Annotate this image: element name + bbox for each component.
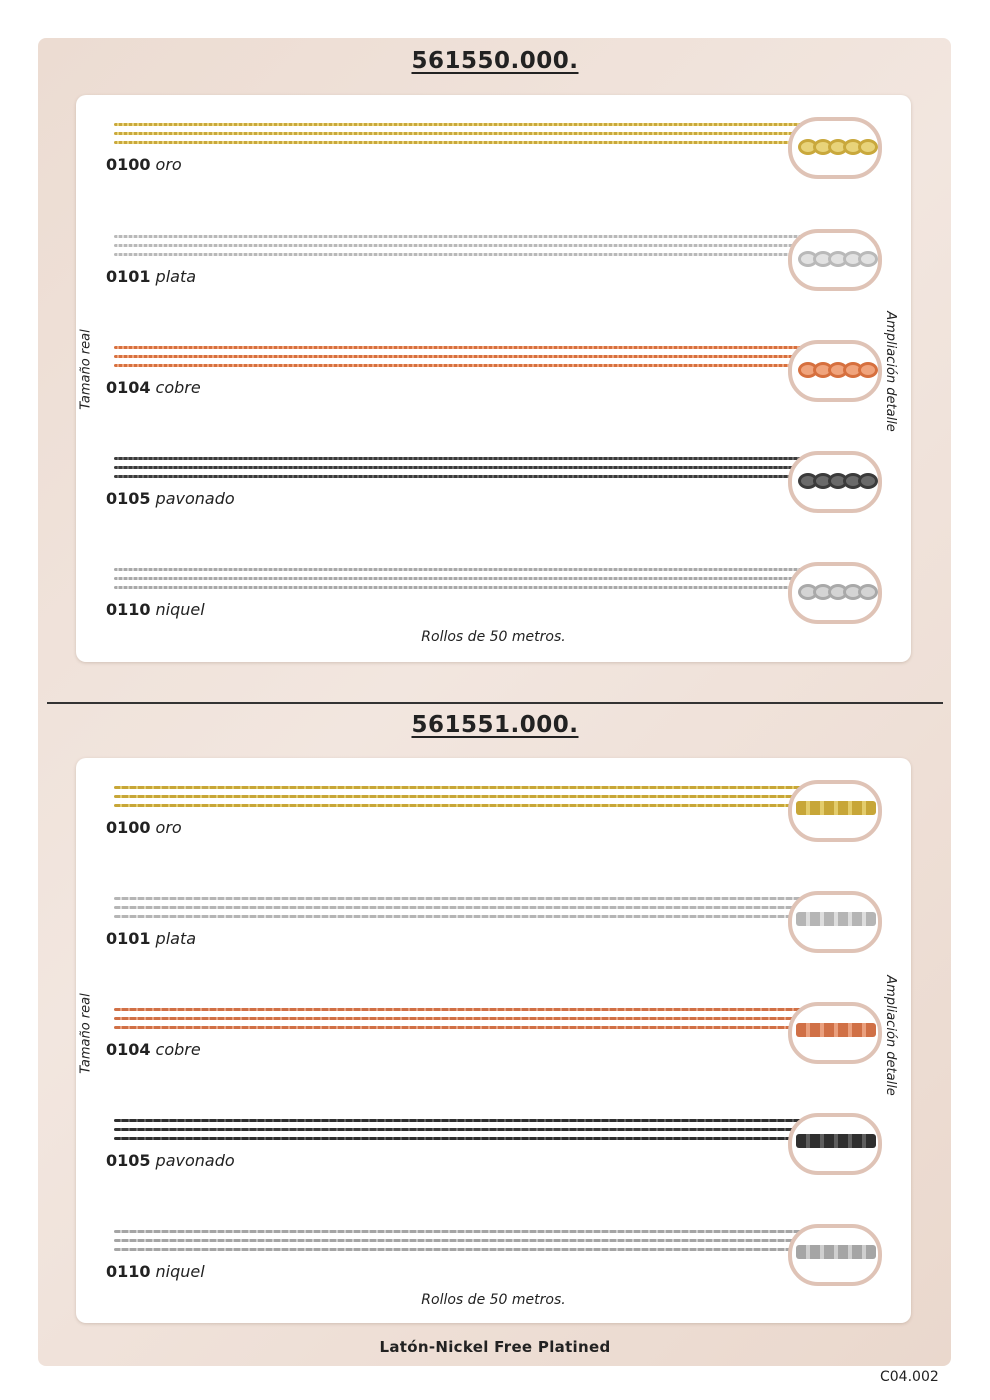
item-code: 0100 — [106, 818, 151, 837]
real-size-label: Tamaño real — [78, 993, 94, 1074]
item-name: oro — [155, 818, 182, 837]
item-code: 0101 — [106, 267, 151, 286]
chain-strand — [114, 1239, 814, 1242]
item-code: 0104 — [106, 1040, 151, 1059]
detail-zoom — [788, 780, 882, 842]
item-name: pavonado — [155, 489, 235, 508]
chain-row — [76, 776, 911, 846]
detail-zoom — [788, 891, 882, 953]
chain-strand — [114, 1137, 808, 1140]
chain-strand — [114, 244, 814, 247]
chain-row — [76, 1109, 911, 1179]
item-name: plata — [155, 929, 197, 948]
detail-zoom — [788, 1224, 882, 1286]
chain-strand — [114, 346, 802, 349]
chain-link — [796, 1134, 876, 1148]
item-name: oro — [155, 155, 182, 174]
section-2-title: 561551.000. — [411, 712, 579, 738]
chain-row — [76, 1220, 911, 1290]
section-2-panel — [76, 758, 911, 1323]
item-name: cobre — [155, 1040, 201, 1059]
item-code: 0105 — [106, 1151, 151, 1170]
chain-strand — [114, 1119, 802, 1122]
detail-zoom — [788, 562, 882, 624]
material-footer: Latón-Nickel Free Platined — [379, 1338, 611, 1356]
item-label — [106, 1151, 235, 1170]
detail-zoom — [788, 340, 882, 402]
item-code: 0110 — [106, 600, 151, 619]
detail-zoom-label: Ampliación detalle — [882, 975, 898, 1096]
detail-zoom — [788, 229, 882, 291]
item-code: 0104 — [106, 378, 151, 397]
chain-row — [76, 225, 911, 295]
item-label — [106, 378, 201, 397]
detail-zoom — [788, 451, 882, 513]
item-name: cobre — [155, 378, 201, 397]
chain-link — [796, 1023, 876, 1037]
chain-row — [76, 887, 911, 957]
chain-link — [858, 473, 878, 489]
chain-strand — [114, 141, 808, 144]
chain-strand — [114, 586, 808, 589]
chain-strand — [114, 235, 802, 238]
chain-strand — [114, 795, 814, 798]
chain-row — [76, 113, 911, 183]
item-label — [106, 267, 196, 286]
chain-link — [796, 912, 876, 926]
chain-strand — [114, 253, 808, 256]
chain-strand — [114, 457, 802, 460]
item-label — [106, 155, 182, 174]
chain-strand — [114, 475, 808, 478]
detail-zoom-label: Ampliación detalle — [882, 311, 898, 432]
item-label — [106, 1040, 201, 1059]
rolls-note: Rollos de 50 metros. — [421, 1292, 566, 1308]
chain-link — [858, 362, 878, 378]
chain-strand — [114, 1017, 814, 1020]
item-name: niquel — [155, 1262, 205, 1281]
item-code: 0100 — [106, 155, 151, 174]
section-1-title: 561550.000. — [411, 48, 579, 74]
detail-zoom — [788, 1113, 882, 1175]
chain-row — [76, 447, 911, 517]
detail-zoom — [788, 1002, 882, 1064]
item-label — [106, 929, 196, 948]
chain-strand — [114, 1128, 814, 1131]
item-name: niquel — [155, 600, 205, 619]
item-label — [106, 1262, 205, 1281]
chain-row — [76, 558, 911, 628]
chain-strand — [114, 466, 814, 469]
detail-zoom — [788, 117, 882, 179]
item-name: plata — [155, 267, 197, 286]
item-label — [106, 600, 205, 619]
item-label — [106, 489, 235, 508]
chain-row — [76, 336, 911, 406]
rolls-note: Rollos de 50 metros. — [421, 629, 566, 645]
chain-strand — [114, 897, 802, 900]
chain-strand — [114, 577, 814, 580]
chain-strand — [114, 1026, 808, 1029]
chain-link — [796, 801, 876, 815]
chain-link — [858, 584, 878, 600]
item-code: 0105 — [106, 489, 151, 508]
chain-strand — [114, 906, 814, 909]
chain-link — [858, 139, 878, 155]
chain-strand — [114, 364, 808, 367]
item-label — [106, 818, 182, 837]
real-size-label: Tamaño real — [78, 329, 94, 410]
chain-link — [796, 1245, 876, 1259]
item-code: 0101 — [106, 929, 151, 948]
chain-strand — [114, 804, 808, 807]
item-name: pavonado — [155, 1151, 235, 1170]
section-1-panel — [76, 95, 911, 662]
chain-strand — [114, 1230, 802, 1233]
chain-strand — [114, 1008, 802, 1011]
chain-strand — [114, 915, 808, 918]
chain-strand — [114, 132, 814, 135]
chain-link — [858, 251, 878, 267]
chain-strand — [114, 786, 802, 789]
section-divider — [47, 702, 943, 704]
chain-strand — [114, 568, 802, 571]
chain-row — [76, 998, 911, 1068]
page-code: C04.002 — [880, 1369, 939, 1385]
item-code: 0110 — [106, 1262, 151, 1281]
chain-strand — [114, 123, 802, 126]
chain-strand — [114, 355, 814, 358]
chain-strand — [114, 1248, 808, 1251]
